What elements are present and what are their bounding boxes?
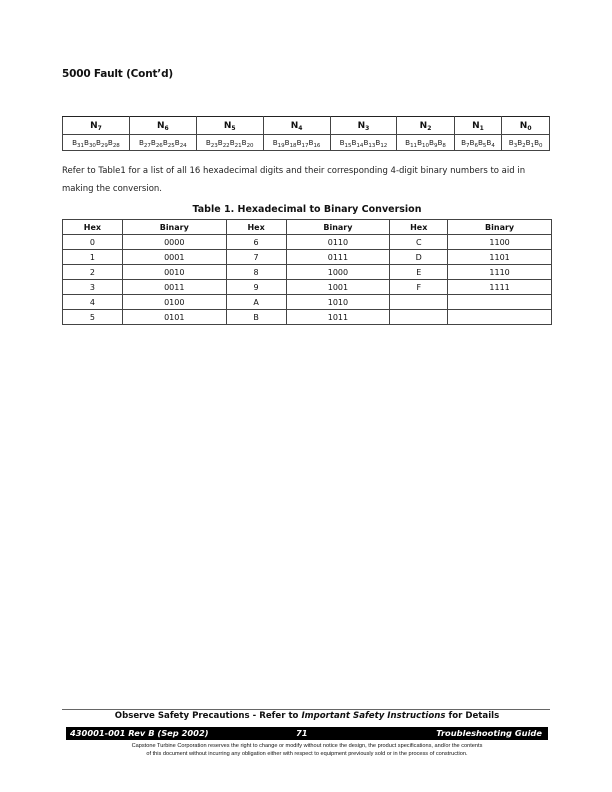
- nibble-header-cell: [63, 117, 130, 135]
- nibble-label: N: [223, 120, 232, 131]
- table-cell: 0000: [122, 235, 226, 250]
- nibble-label: N: [156, 120, 165, 131]
- bit-letter: B: [417, 138, 422, 147]
- column-header: Hex: [63, 220, 123, 235]
- bit-index: 31: [77, 143, 84, 149]
- guide-title: Troubleshooting Guide: [436, 728, 542, 738]
- nibble-index: 0: [527, 124, 532, 132]
- table-caption: Table 1. Hexadecimal to Binary Conversion: [192, 204, 422, 215]
- bit-letter: B: [107, 138, 113, 147]
- bit-index: 8: [442, 143, 446, 149]
- bit-letter: B: [363, 138, 369, 147]
- bit-index: 26: [155, 143, 163, 149]
- table-cell: C: [390, 235, 448, 250]
- bit-index: 1: [530, 143, 535, 149]
- nibble-index: 6: [164, 124, 169, 132]
- nibble-bits-cell: [502, 135, 550, 151]
- bit-index: 20: [246, 143, 254, 149]
- bit-index: 27: [143, 143, 151, 149]
- bit-letter: B: [351, 138, 357, 147]
- bit-letter: B: [272, 138, 278, 147]
- bit-letter: B: [477, 138, 483, 147]
- nibble-label: N: [357, 120, 366, 131]
- nibble-label: N: [90, 120, 98, 131]
- bit-index: 10: [422, 143, 429, 149]
- column-header: Hex: [226, 220, 286, 235]
- column-header: Binary: [448, 220, 552, 235]
- table-cell: 8: [226, 265, 286, 280]
- bit-letter: B: [205, 138, 211, 147]
- table-row: [63, 235, 552, 250]
- table-cell: D: [390, 250, 448, 265]
- table-cell: 4: [63, 295, 123, 310]
- bit-index: 11: [410, 143, 418, 149]
- nibble-index: 2: [427, 124, 432, 132]
- table-cell: 1: [63, 250, 123, 265]
- nibble-label: N: [472, 120, 480, 131]
- bit-index: 16: [313, 143, 321, 149]
- bit-letter: B: [72, 138, 77, 147]
- bit-index: 7: [466, 143, 470, 149]
- section-title: 5000 Fault (Cont’d): [62, 68, 173, 80]
- bit-index: 3: [513, 143, 518, 149]
- table-cell: 9: [226, 280, 286, 295]
- bit-index: 0: [539, 143, 543, 149]
- bit-letter: B: [437, 138, 443, 147]
- table-cell: 0011: [122, 280, 226, 295]
- bit-index: 12: [380, 143, 388, 149]
- table-cell: 0101: [122, 310, 226, 325]
- table-cell: F: [390, 280, 448, 295]
- column-header: Binary: [286, 220, 390, 235]
- table-cell: 5: [63, 310, 123, 325]
- bit-letter: B: [162, 138, 168, 147]
- nibble-label: N: [519, 120, 528, 131]
- bit-letter: B: [296, 138, 302, 147]
- table-cell: 1100: [448, 235, 552, 250]
- nibble-label: N: [290, 120, 299, 131]
- nibble-bits-cell: [397, 135, 454, 151]
- bit-letter: B: [517, 138, 523, 147]
- table-cell: 2: [63, 265, 123, 280]
- safety-notice-tail: for Details: [445, 711, 500, 721]
- nibble-bits-cell: [263, 135, 330, 151]
- table-cell: 0: [63, 235, 123, 250]
- table-row: [63, 295, 552, 310]
- bit-letter: B: [174, 138, 180, 147]
- table-cell: [390, 295, 448, 310]
- bit-index: 2: [522, 143, 526, 149]
- legal-line-2: of this document without incurring any obligation either with respect to equipment previously sold or in the process of construction.: [146, 751, 468, 757]
- bit-letter: B: [308, 138, 314, 147]
- footer-bar: [66, 727, 548, 740]
- footer-safety-notice: [62, 711, 552, 721]
- nibble-index: 3: [365, 124, 370, 132]
- bit-letter: B: [534, 138, 540, 147]
- legal-line-1: Capstone Turbine Corporation reserves the right to change or modify without notice the design, the product specifications, and/or the contents: [131, 743, 483, 749]
- nibble-header-cell: [196, 117, 263, 135]
- hex-table-body: [63, 235, 552, 325]
- bit-letter: B: [150, 138, 156, 147]
- table-cell: 1001: [286, 280, 390, 295]
- bit-letter: B: [84, 138, 89, 147]
- bit-letter: B: [95, 138, 101, 147]
- table-cell: 7: [226, 250, 286, 265]
- bit-index: 22: [222, 143, 230, 149]
- table-row: [63, 250, 552, 265]
- bit-letter: B: [486, 138, 492, 147]
- nibble-index: 1: [479, 124, 484, 132]
- bit-letter: B: [241, 138, 247, 147]
- nibble-bits-row: [63, 135, 550, 151]
- table-cell: [448, 295, 552, 310]
- bit-letter: B: [508, 138, 514, 147]
- table-cell: 0110: [286, 235, 390, 250]
- nibble-bit-table: [62, 116, 550, 151]
- table-cell: B: [226, 310, 286, 325]
- column-header: Binary: [122, 220, 226, 235]
- nibble-bits-cell: [129, 135, 196, 151]
- bit-index: 6: [474, 143, 478, 149]
- table-cell: 0010: [122, 265, 226, 280]
- nibble-index: 4: [298, 124, 303, 132]
- safety-notice-text: Observe Safety Precautions - Refer to: [114, 711, 302, 721]
- nibble-index: 5: [231, 124, 236, 132]
- hex-table-header: [63, 220, 552, 235]
- nibble-index: 7: [97, 124, 102, 132]
- nibble-header-cell: [263, 117, 330, 135]
- table-cell: 1111: [448, 280, 552, 295]
- bit-index: 4: [491, 143, 495, 149]
- table-cell: 0111: [286, 250, 390, 265]
- bit-index: 29: [100, 143, 108, 149]
- bit-letter: B: [229, 138, 235, 147]
- conversion-paragraph: Refer to Table1 for a list of all 16 hexadecimal digits and their corresponding 4-digit binary numbers to aid in making the conversion.: [62, 166, 526, 194]
- table-cell: 1110: [448, 265, 552, 280]
- safety-notice-link-text: Important Safety Instructions: [301, 711, 446, 721]
- bit-index: 18: [289, 143, 297, 149]
- legal-notice: [62, 742, 552, 758]
- page-number: 71: [296, 728, 308, 738]
- bit-index: 9: [433, 143, 438, 149]
- bit-index: 14: [356, 143, 364, 149]
- bit-index: 21: [234, 143, 242, 149]
- bit-index: 30: [88, 143, 96, 149]
- bit-index: 25: [167, 143, 175, 149]
- table-cell: 1010: [286, 295, 390, 310]
- table-cell: E: [390, 265, 448, 280]
- bit-letter: B: [138, 138, 144, 147]
- document-number: 430001-001 Rev B (Sep 2002): [70, 728, 209, 738]
- bit-index: 15: [344, 143, 352, 149]
- table-cell: 3: [63, 280, 123, 295]
- table-cell: [448, 310, 552, 325]
- bit-index: 13: [368, 143, 376, 149]
- table-cell: 0100: [122, 295, 226, 310]
- bit-index: 28: [112, 143, 120, 149]
- bit-letter: B: [284, 138, 290, 147]
- nibble-header-cell: [330, 117, 397, 135]
- bit-index: 5: [482, 143, 487, 149]
- bit-letter: B: [339, 138, 345, 147]
- bit-letter: B: [375, 138, 381, 147]
- nibble-header-row: [63, 117, 550, 135]
- bit-letter: B: [461, 138, 467, 147]
- bit-index: 19: [277, 143, 285, 149]
- footer-rule: [62, 709, 550, 710]
- bit-letter: B: [429, 138, 434, 147]
- table-cell: 1011: [286, 310, 390, 325]
- table-row: [63, 265, 552, 280]
- bit-letter: B: [469, 138, 475, 147]
- table-cell: [390, 310, 448, 325]
- hex-binary-table: [62, 219, 552, 325]
- table-row: [63, 280, 552, 295]
- nibble-header-cell: [397, 117, 454, 135]
- table-cell: A: [226, 295, 286, 310]
- nibble-bits-cell: [454, 135, 502, 151]
- bit-letter: B: [217, 138, 223, 147]
- nibble-header-cell: [454, 117, 502, 135]
- nibble-bits-cell: [330, 135, 397, 151]
- table-cell: 1000: [286, 265, 390, 280]
- table-cell: 0001: [122, 250, 226, 265]
- bit-index: 17: [301, 143, 309, 149]
- column-header: Hex: [390, 220, 448, 235]
- bit-letter: B: [525, 138, 531, 147]
- nibble-bits-cell: [63, 135, 130, 151]
- table-row: [63, 310, 552, 325]
- nibble-header-cell: [502, 117, 550, 135]
- table-cell: 6: [226, 235, 286, 250]
- nibble-bits-cell: [196, 135, 263, 151]
- bit-letter: B: [405, 138, 411, 147]
- table-cell: 1101: [448, 250, 552, 265]
- nibble-header-cell: [129, 117, 196, 135]
- bit-index: 24: [179, 143, 187, 149]
- bit-index: 23: [210, 143, 218, 149]
- nibble-label: N: [419, 120, 428, 131]
